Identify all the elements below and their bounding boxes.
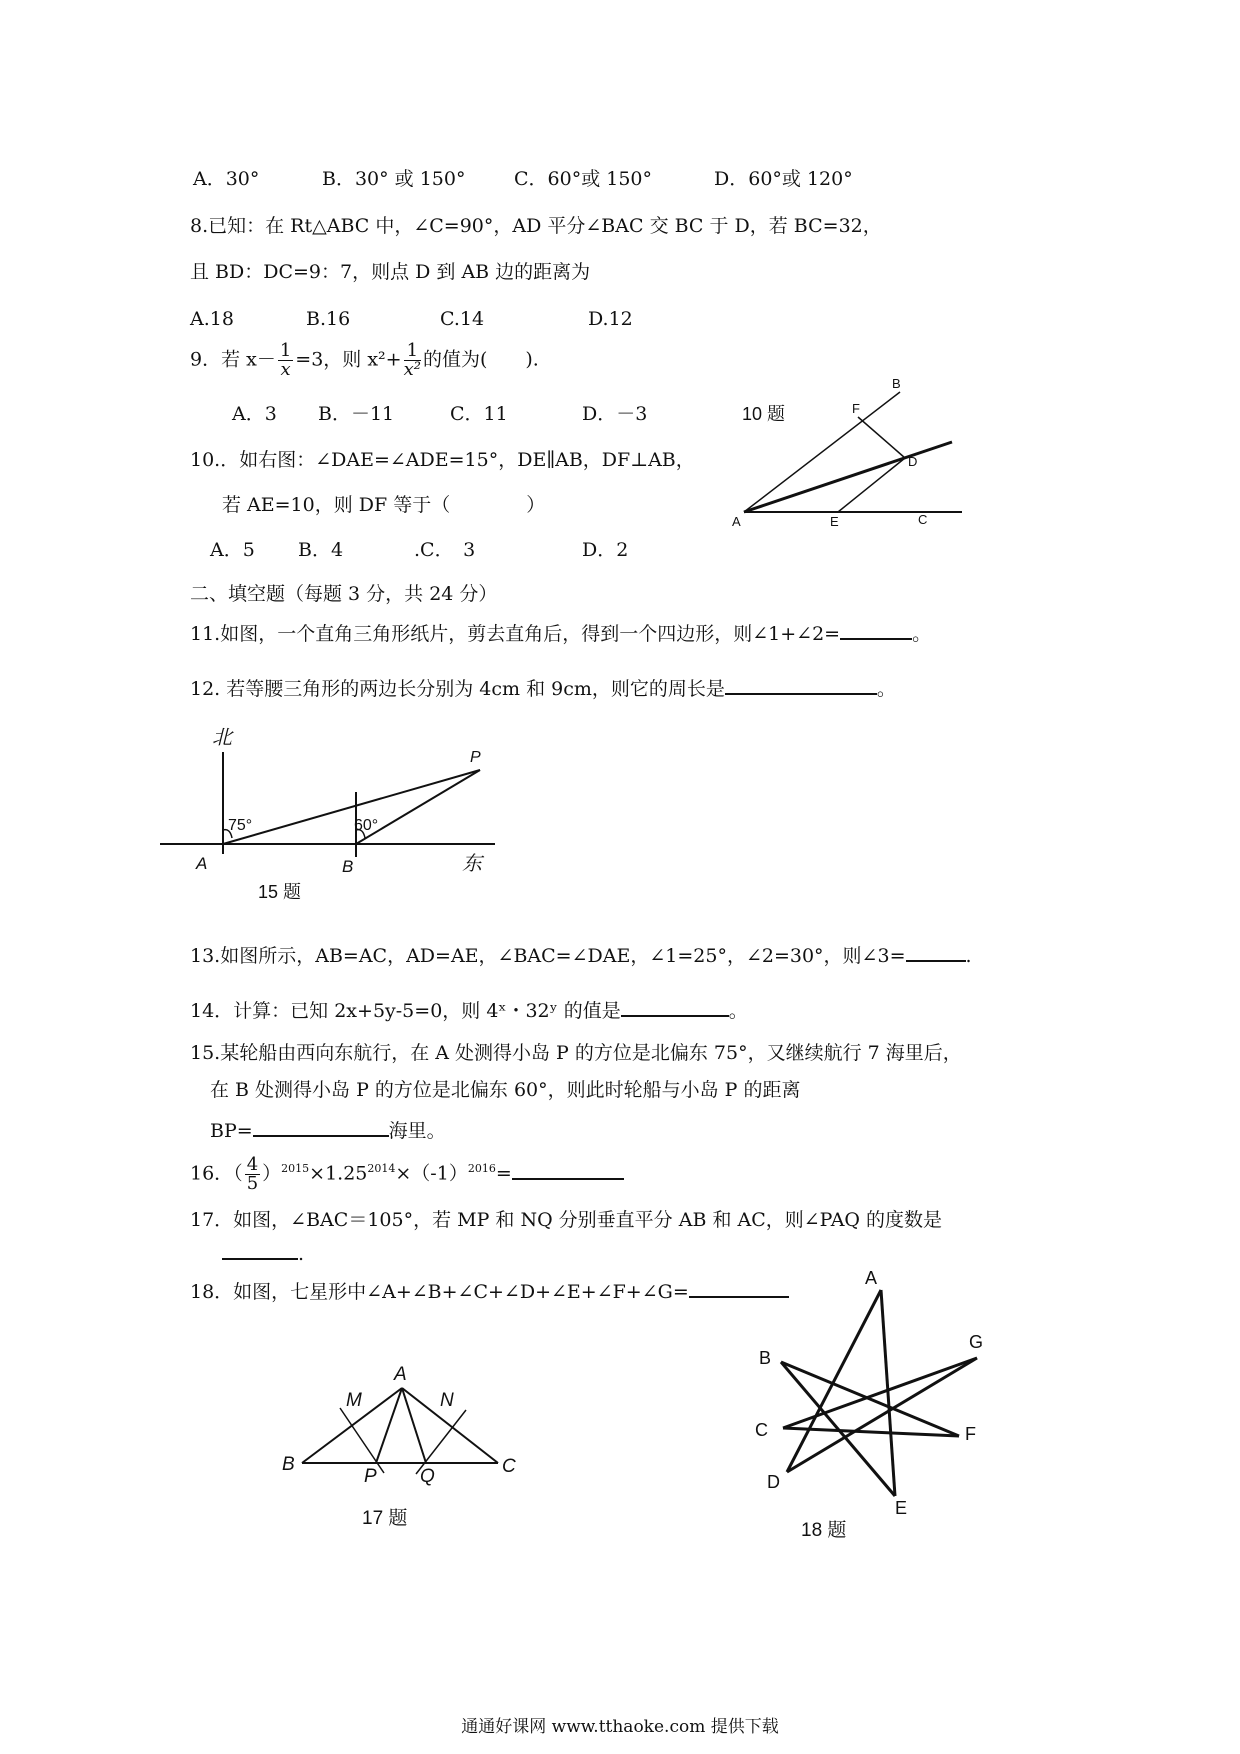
q10-line2: 若 AE=10，则 DF 等于（ ） [222,494,546,516]
point-f: F [965,1424,976,1444]
q9-mid: =3，则 x²+ [295,348,402,371]
section-heading: 二、填空题（每题 3 分，共 24 分） [190,583,498,605]
q7-option-d: D．60°或 120° [714,168,853,190]
q13-answer-blank[interactable] [906,942,966,962]
q17-line2 [222,1240,304,1266]
q7-option-c: C．60°或 150° [514,168,653,190]
q17-answer-blank[interactable] [222,1240,298,1260]
figure-q18 [745,1270,1005,1540]
q12-answer-blank[interactable] [725,675,877,695]
q16-exp-2: 2014 [367,1162,396,1176]
q9-pre: 9．若 x－ [190,348,276,371]
point-c: C [918,512,928,527]
point-c: C [755,1420,768,1440]
point-n: N [440,1390,454,1411]
point-a: A [394,1364,407,1385]
figure-q15 [160,722,500,912]
angle-60: 60° [354,817,379,834]
q13 [190,942,972,968]
q8-line1: 8.已知：在 Rt△ABC 中，∠C=90°，AD 平分∠BAC 交 BC 于 D，若 BC=32， [190,215,882,237]
q13-text: 13.如图所示，AB=AC，AD=AE，∠BAC=∠DAE，∠1=25°，∠2=30°，则∠3= [190,945,906,967]
q16-mid: ×1.25 [309,1162,368,1185]
q16-fraction: $\frac{4}{5}$ [246,1154,259,1194]
point-q: Q [420,1466,435,1487]
q14-text: 14．计算：已知 2x+5y-5=0，则 4ˣ・32ʸ 的值是 [190,1000,621,1022]
q9-stem [190,342,539,379]
point-f: F [852,401,860,416]
point-b: B [282,1454,295,1475]
q13-end: . [965,945,972,967]
east-label: 东 [462,853,482,875]
q11 [190,620,931,646]
q8-option-d: D.12 [588,308,633,330]
figure-q17 [280,1348,520,1528]
q7-option-a: A．30° [193,168,260,190]
q9-option-d: D．－3 [582,403,648,425]
figure-q18-label: 18 题 [801,1520,847,1540]
q8-option-a: A.18 [190,308,234,330]
point-b: B [892,376,901,391]
q17-text: 17．如图，∠BAC＝105°，若 MP 和 NQ 分别垂直平分 AB 和 AC，则∠PAQ 的度数是 [190,1209,943,1231]
q16-post: = [495,1162,512,1185]
q14-answer-blank[interactable] [621,997,729,1017]
q18-text: 18．如图，七星形中∠A+∠B+∠C+∠D+∠E+∠F+∠G= [190,1281,689,1303]
q9-option-b: B．－11 [318,403,395,425]
q10-option-a: A．5 [210,539,255,561]
point-c: C [502,1456,516,1477]
figure-q15-label: 15 题 [258,882,302,902]
q9-fraction-2: $\frac{1}{\text{x²}}$ [403,340,421,380]
q9-post: 的值为( ). [422,348,539,371]
q8-option-b: B.16 [306,308,351,330]
point-m: M [346,1390,362,1411]
q18 [190,1278,789,1304]
point-b: B [759,1348,772,1368]
q16-mid2: ×（-1） [395,1162,468,1185]
point-d: D [908,454,918,469]
q11-text: 11.如图，一个直角三角形纸片，剪去直角后，得到一个四边形，则∠1+∠2= [190,623,841,645]
angle-75: 75° [228,817,253,834]
q16: 16．（ $\frac{4}{5}$ ）$^{2015}\times 1.25^{2014}\times(-1)^{2016}=$ [190,1156,624,1193]
point-a: A [732,514,741,529]
q15-line1: 15.某轮船由西向东航行，在 A 处测得小岛 P 的方位是北偏东 75°，又继续航行 7 海里后， [190,1042,962,1064]
q7-option-b: B．30° 或 150° [322,168,466,190]
q16-exp-1: 2015 [281,1162,310,1176]
point-a: A [865,1270,878,1288]
point-d: D [767,1472,780,1492]
point-a: A [196,854,208,873]
q16-answer-blank[interactable] [512,1160,624,1180]
q14-end: 。 [728,1000,748,1022]
q10-option-d: D．2 [582,539,629,561]
q14 [190,997,748,1023]
q9-option-a: A．3 [232,403,277,425]
figure-q10 [730,370,970,530]
q12-end: 。 [876,678,896,700]
point-e: E [895,1498,908,1518]
page-footer: 通通好课网 www.tthaoke.com 提供下载 [461,1717,779,1737]
q16-exp-3: 2016 [467,1162,496,1176]
q12 [190,675,896,701]
q8-line2: 且 BD：DC=9：7，则点 D 到 AB 边的距离为 [190,261,591,283]
q17-end: . [298,1243,305,1265]
q15-answer-blank[interactable] [253,1117,389,1137]
q9-fraction-1: $\frac{1}{x}$ [279,340,292,380]
q9-option-c: C．11 [450,403,508,425]
q15-bp: BP= [210,1120,253,1142]
q10-option-b: B．4 [298,539,344,561]
point-b: B [342,857,354,876]
north-label: 北 [212,727,232,749]
point-e: E [830,514,839,529]
figure-q10-label: 10 题 [742,404,786,424]
q12-text: 12. 若等腰三角形的两边长分别为 4cm 和 9cm，则它的周长是 [190,678,725,700]
point-p: P [364,1466,377,1487]
point-p: P [470,749,481,766]
q11-answer-blank[interactable] [840,620,912,640]
q10-line1: 10.．如右图：∠DAE=∠ADE=15°，DE∥AB，DF⊥AB， [190,449,695,471]
q15-line2: 在 B 处测得小岛 P 的方位是北偏东 60°，则此时轮船与小岛 P 的距离 [210,1079,801,1101]
q11-end: 。 [912,623,932,645]
q8-option-c: C.14 [440,308,485,330]
q15-line3 [210,1117,446,1143]
figure-q17-label: 17 题 [362,1508,408,1528]
q10-option-c: .C． 3 [414,539,476,561]
q15-unit: 海里。 [388,1120,446,1142]
point-g: G [969,1332,984,1352]
q16-pre: 16．（ [190,1162,243,1185]
